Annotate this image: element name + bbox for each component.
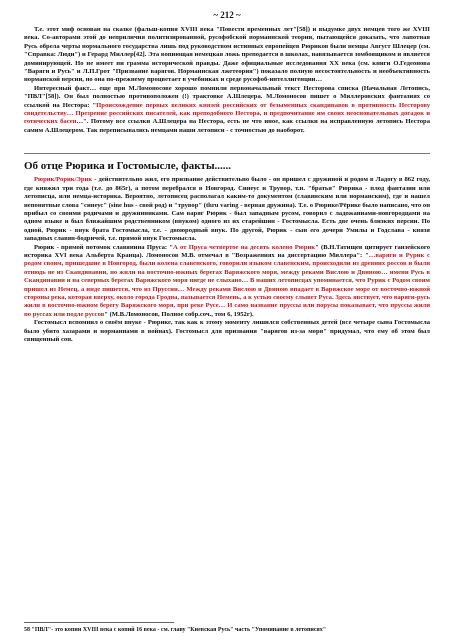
footnote-rule <box>24 622 174 623</box>
rurik-names: Рюрик/Рорик/Эрик <box>34 176 93 184</box>
footnote: 58 "ПВЛ"- это копии XVIII века с копий 16 века - см. главу "Киевская Русь" часть "Упоминание в летописях" <box>24 627 327 633</box>
paragraph-gostomysl: Гостомысл вспомнил о своём внуке - Рюрике, так как к этому моменту лишился собственных детей (все четыре сына Гостомысла было убито хазарами и норманнами в войнах). Гостомысл для призвания "варягов из-за моря" придумал, что ему об этом был свищенный сон. <box>24 319 430 343</box>
paragraph-lomonosov-outro: …". Потому все ссылки А.Шлецера на Нестора, есть не что иное, как ссылки на исправленную летопись Нестора самим А.Шлецером. Так переписывались немцами наши летописи - с точностью до наоборот. <box>24 118 430 134</box>
paragraph-prus-source: " (М.В.Ломоносов, Полное собр.соч., том 6, 1952г). <box>104 310 254 318</box>
paragraph-prus-mid: " (В.Н.Татищев цитирует ганзейского историка XVI века Альберта Кранца). Ломоносов М.В. отмечал в "Возражениях на диссертацию Миллера": " <box>24 243 431 259</box>
page-body <box>24 10 430 344</box>
lomonosov-quote: Происхождение первых великих князей российских от безыменных скандинавов в противность Несторову свидетельству… Презрение российских писателей, как преподобного Нестора, и предпочитание им своих неосновательных догадок и готических басен <box>24 101 430 126</box>
paragraph-rurik <box>24 176 430 243</box>
paragraph-lomonosov-intro: Интересный факт… еще при М.Ломоносове хорошо помнили первоначальный текст Несторова списка (Начальная Летопись, "ПВЛ"[58]). Он был полностью противоположен (!) трактовке А.Шлецера. М.Ломоносов пишет о Миллеровских фантазиях со ссылкой на Нестора: " <box>24 84 430 109</box>
paragraph-lomonosov <box>24 85 430 135</box>
paragraph-rurik-text: - действительно жил, его призвание действительно было - он пришел с дружиной и родом в Ладогу в 862 году, где княжил три года (т.е. до 865г), а потом перебрался в Новгород. Синеус и Трувор, т.н. "братья" Рюрика - плод фантазии или летописца, или немца-историка. Вероятно, летописец располагал каким-то документом (славянским или норманским), где и нашел непонятные слова "синеус" (sine hus - свой род) и "трувор" (thru varing - верная дружина). Т.е. о Рюрике/Рёрике было написано, что он прибыл со своими родичами и дружинниками. Сам варяг Рюрик - был западным русом, говорил с ладожаниами-новгородцами на одном языке и был ближайшим родственником (внуком) одного из их старейшин - Гостомысла. Есть две очень близких версии. По одной, Рюрик - внук брата Гостомысла, т.е. - двоюродный внук. По другой, Рюрик - сын его дочери Умилы и Годслава - князя западных славян-бодричей, т.е. прямой внук Гостомысла. <box>24 176 430 243</box>
paragraph-prus <box>24 244 430 320</box>
section-divider <box>24 153 430 154</box>
section-title: Об отце Рюрика и Гостомысле, факты...... <box>24 160 232 173</box>
kranz-quote: А от Пруса четвертое на десять колено Рюрик <box>173 243 316 251</box>
miller-objection-quote: …варяги и Рурик с родом своим, пришедшие в Новгород, были колена славенского, говорили языком славенским, происходили из древних россов и были отнюдь не из Скандинавии, но жили на восточно-южных берегах Варяжского моря, между реками Вислою и Двиною… имени Русь в Скандинавии и на северных берегах Варяжского моря нигде не слыхано… В наших летописцах упоминается, что Рурик с Родом своим пришел из Немец, а инде пишется, что из Пруссии… Между реками Вислою и Двиною впадает в Варяжское море от восточно-южной стороны река, которая вверху, около города Гродна, называется Немень, а к устью своему слывет Руса. Здесь явствует, что варяги-русь жили в восточно-южном берегу Варяжского моря, при реке Русе… И само название пруссы или порусы показывает, что пруссы жили по руссах или подле руссов <box>24 251 430 318</box>
paragraph-myth: Т.е. этот миф основан на сказке (фальш-копия XVIII века "Повести временных лет"[58]) и выдумке двух немцев того же XVIII века. Со-авторами этой до неприличия политизированной, русофобской норманнской теории, пытающейся доказать, что лапотная Русь обрела черты нормального государства лишь под руководством истинных европейцев Рюриков были немцы Август Шлецер (см. "Справка: Люди") и Герард Миллер[42]. Эта вопиющая немецкая ложь преподается в школах, навязывается зомбоящиком и является доминирующей. Но не имеет ни грамма исторической правды. Даже официальные исследования XX века (см. книги О.Гедеонова "Варяги и Русь" и Л.П.Грот "Призвание варягов. Норманнская лжетеория") показало полную несостоятельность и необъективность норманской версии, но она по-прежнему процветает в учебниках и среде русофоб-интеллигенции… <box>24 26 430 84</box>
page-number: ~ 212 ~ <box>213 10 241 20</box>
paragraph-prus-intro: Рюрик - прямой потомок славянина Пруса: " <box>34 243 174 251</box>
